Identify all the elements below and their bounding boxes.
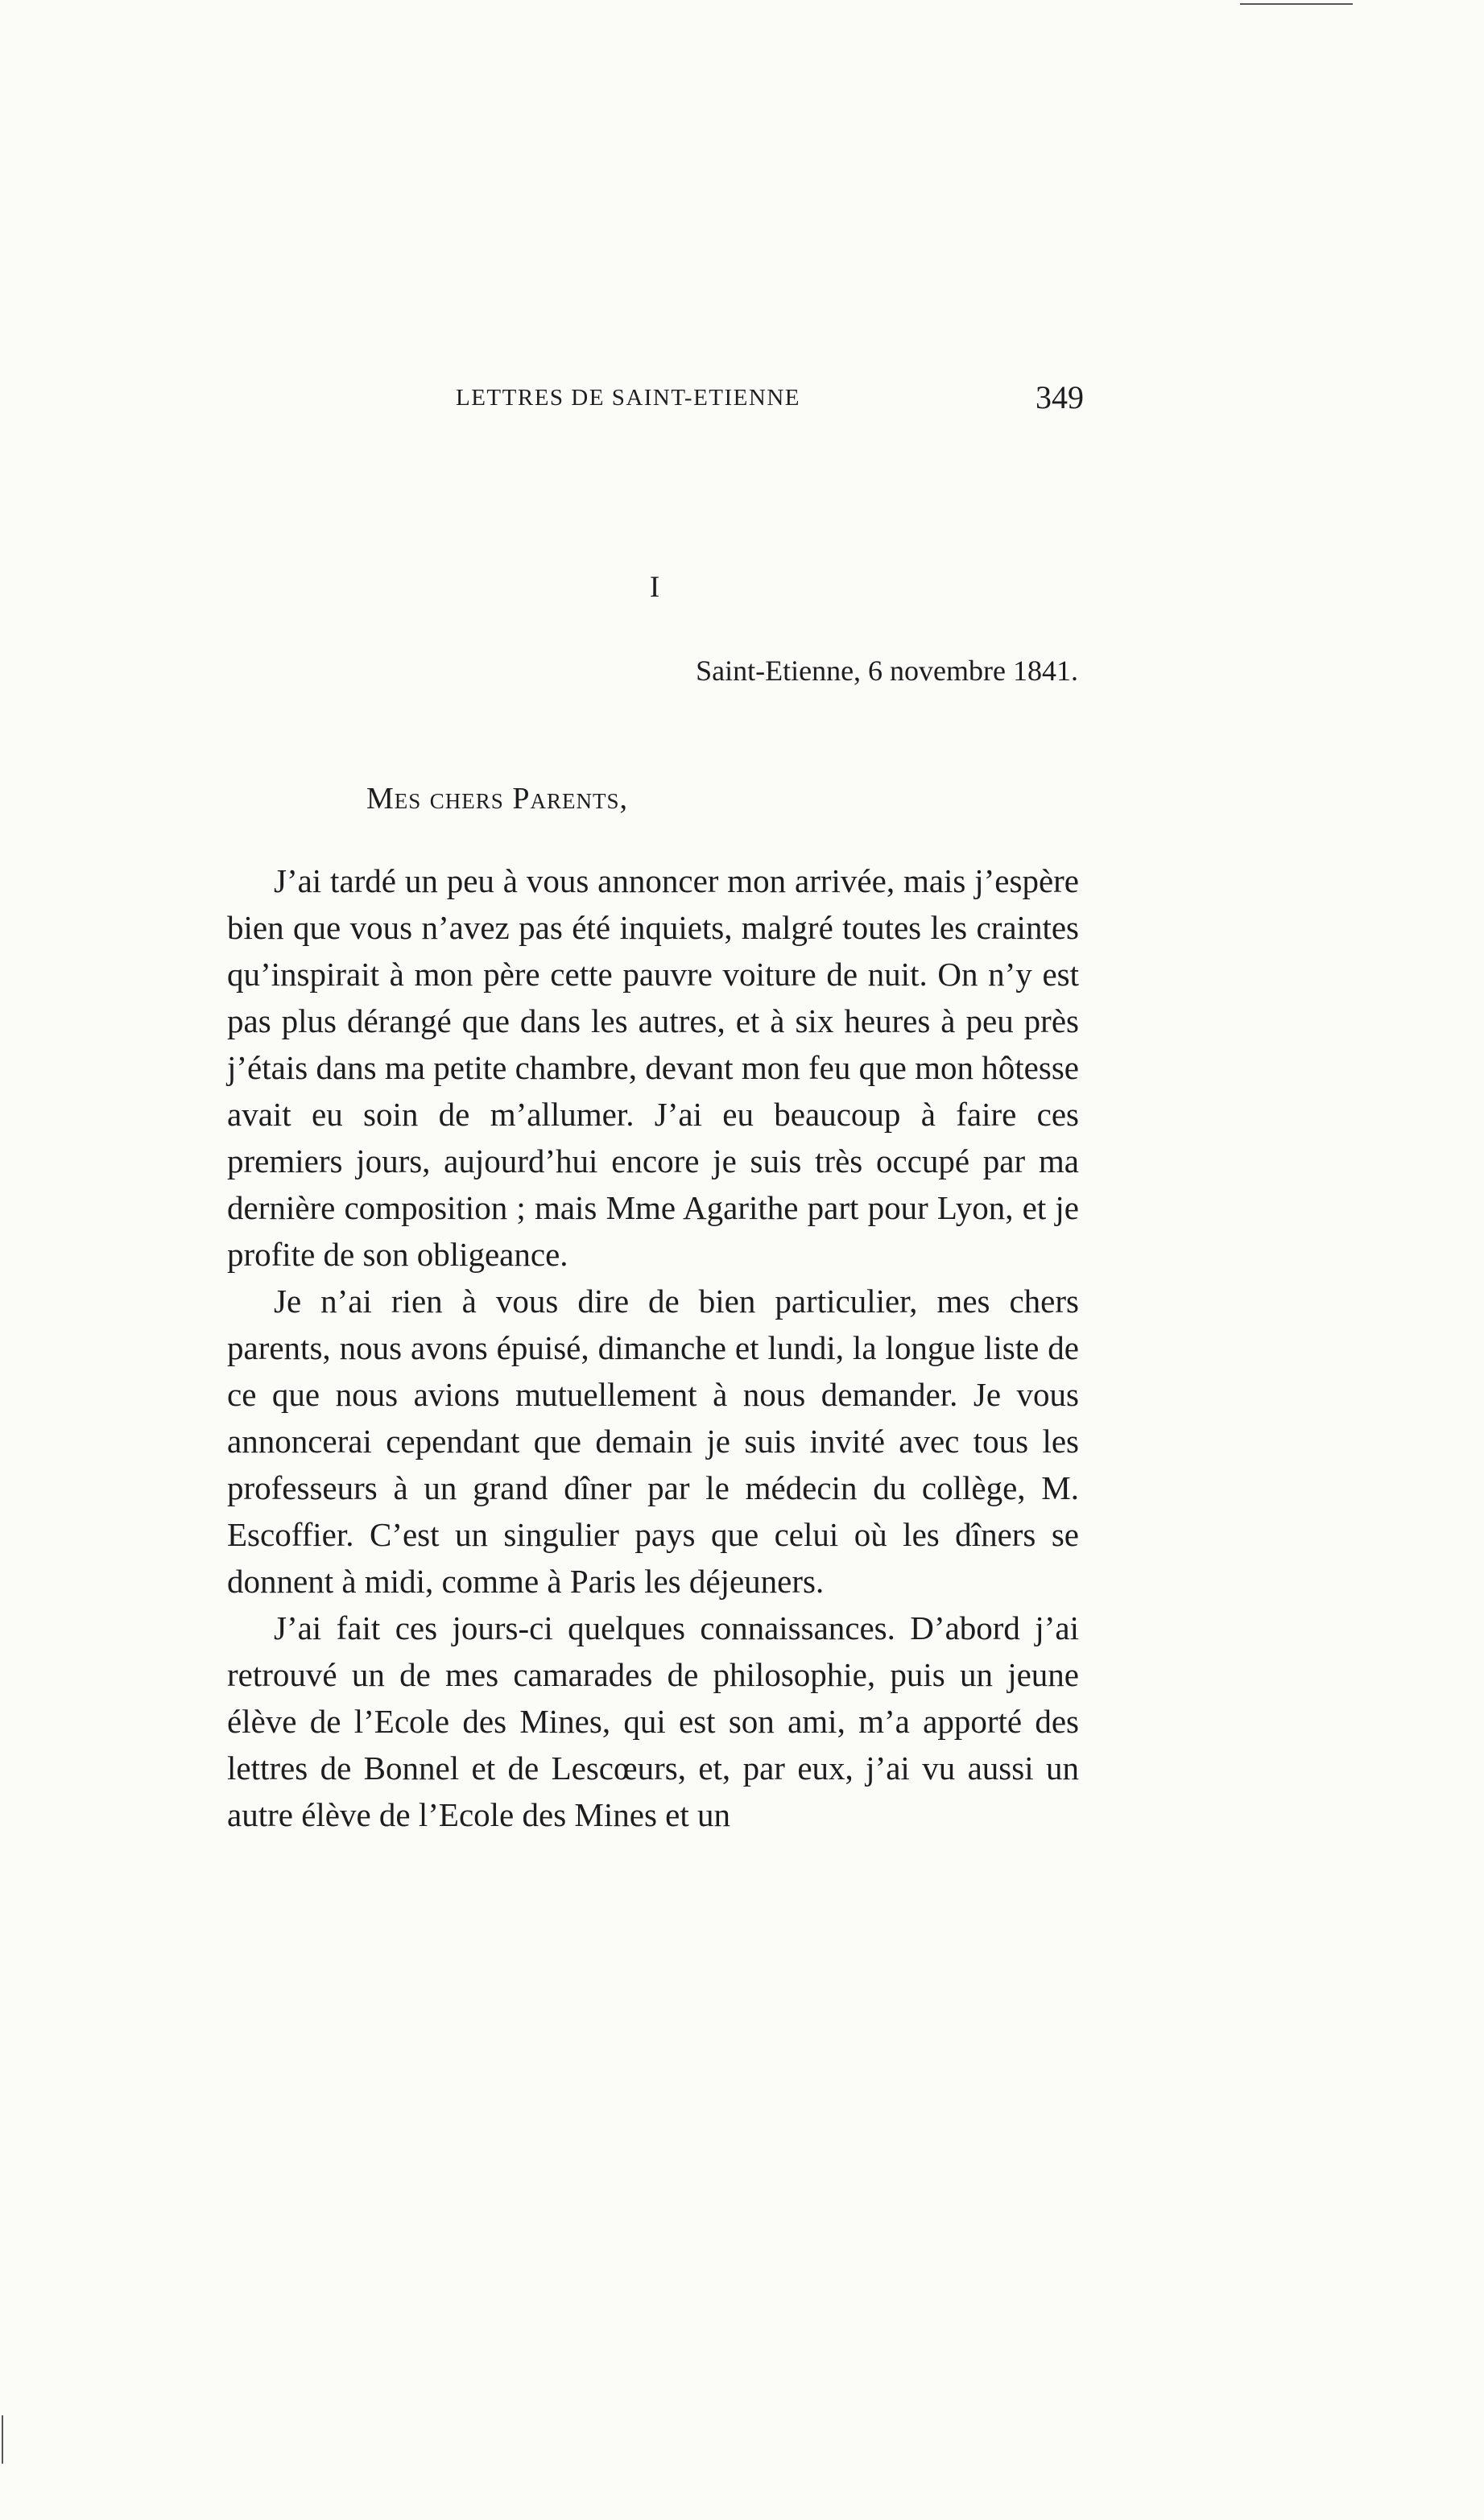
page-header <box>456 378 1084 427</box>
paragraph: Je n’ai rien à vous dire de bien particulier, mes chers parents, nous avons épuisé, dimanche et lundi, la longue liste de ce que nous avions mutuellement à nous demander. Je vous annoncerai cependant que demain je suis invité avec tous les professeurs à un grand dîner par le médecin du collège, M. Escoffier. C’est un singulier pays que celui où les dîners se donnent à midi, comme à Paris les déjeuners. <box>227 1283 1079 1600</box>
page-number: 349 <box>1035 379 1084 415</box>
dateline: Saint-Etienne, 6 novembre 1841. <box>696 655 1078 687</box>
scan-edge-mark <box>2 2415 3 2464</box>
scan-edge-mark <box>1240 3 1353 5</box>
running-title: LETTRES DE SAINT-ETIENNE <box>456 385 800 411</box>
paragraph: J’ai tardé un peu à vous annoncer mon arrivée, mais j’espère bien que vous n’avez pas été inquiets, malgré toutes les craintes qu’inspirait à mon père cette pauvre voiture de nuit. On n’y est pas plus dérangé que dans les autres, et à six heures à peu près j’étais dans ma petite chambre, devant mon feu que mon hôtesse avait eu soin de m’allumer. J’ai eu beaucoup à faire ces premiers jours, aujourd’hui encore je suis très occupé par ma dernière composition ; mais Mme Agarithe part pour Lyon, et je profite de son obligeance. <box>227 862 1079 1273</box>
letter-number: I <box>649 571 660 604</box>
letter-body <box>227 857 1079 1838</box>
paragraph: J’ai fait ces jours-ci quelques connaissances. D’abord j’ai retrouvé un de mes camarades de philosophie, puis un jeune élève de l’Ecole des Mines, qui est son ami, m’a apporté des lettres de Bonnel et de Lescœurs, et, par eux, j’ai vu aussi un autre élève de l’Ecole des Mines et un <box>227 1609 1079 1833</box>
salutation: Mes chers Parents, <box>366 782 628 816</box>
